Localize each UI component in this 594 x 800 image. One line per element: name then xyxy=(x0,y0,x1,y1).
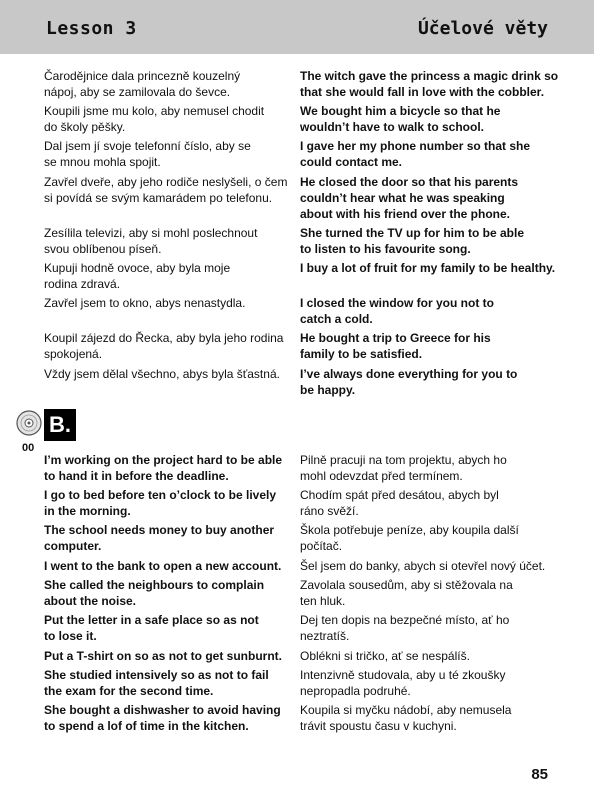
czech-sentence: Oblékni si tričko, ať se nespálíš. xyxy=(300,649,470,663)
audio-track-number: 00 xyxy=(22,442,35,454)
section-b-label: B. xyxy=(44,409,76,441)
english-sentence: I buy a lot of fruit for my family to be healthy. xyxy=(300,261,556,275)
czech-sentence: Zavolala sousedům, aby si stěžovala na ten hluk. xyxy=(300,578,513,608)
english-sentence: She studied intensively so as not to fail the exam for the second time. xyxy=(44,668,269,698)
english-sentence: He closed the door so that his parents couldn’t hear what he was speaking about with his friend over the phone. xyxy=(300,175,519,221)
czech-sentence: Čarodějnice dala princezně kouzelný nápoj, aby se zamilovala do ševce. xyxy=(44,69,241,99)
english-sentence: Put the letter in a safe place so as not to lose it. xyxy=(44,613,259,643)
czech-sentence: Koupili jsme mu kolo, aby nemusel chodit do školy pěšky. xyxy=(44,104,265,134)
english-sentence: Put a T-shirt on so as not to get sunburnt. xyxy=(44,649,282,663)
topic-title: Účelové věty xyxy=(417,18,548,39)
page-number: 85 xyxy=(531,766,548,783)
english-sentence: I’m working on the project hard to be able to hand it in before the deadline. xyxy=(44,453,283,483)
czech-sentence: Zavřel dveře, aby jeho rodiče neslyšeli, o čem si povídá se svým kamarádem po telefonu. xyxy=(44,175,288,205)
english-sentence: We bought him a bicycle so that he wouldn’t have to walk to school. xyxy=(300,104,501,134)
english-sentence: I closed the window for you not to catch a cold. xyxy=(300,296,494,326)
english-sentence: I’ve always done everything for you to be happy. xyxy=(300,367,518,397)
czech-sentence: Zesílila televizi, aby si mohl poslechnout svou oblíbenou píseň. xyxy=(44,226,258,256)
czech-sentence: Škola potřebuje peníze, aby koupila další počítač. xyxy=(300,523,519,553)
english-sentence: The witch gave the princess a magic drink so that she would fall in love with the cobbler. xyxy=(300,69,559,99)
english-sentence: She called the neighbours to complain about the noise. xyxy=(44,578,265,608)
czech-sentence: Šel jsem do banky, abych si otevřel nový účet. xyxy=(300,559,546,573)
czech-sentence: Vždy jsem dělal všechno, abys byla šťastná. xyxy=(44,367,280,381)
czech-sentence: Koupil zájezd do Řecka, aby byla jeho rodina spokojená. xyxy=(44,331,284,361)
lesson-title: Lesson 3 xyxy=(46,18,137,39)
czech-sentence: Dal jsem jí svoje telefonní číslo, aby se se mnou mohla spojit. xyxy=(44,139,251,169)
page-header xyxy=(0,0,594,54)
english-sentence: She bought a dishwasher to avoid having to spend a lof of time in the kitchen. xyxy=(44,703,281,733)
english-sentence: He bought a trip to Greece for his family to be satisfied. xyxy=(300,331,491,361)
czech-sentence: Koupila si myčku nádobí, aby nemusela trávit spoustu času v kuchyni. xyxy=(300,703,512,733)
english-sentence: The school needs money to buy another computer. xyxy=(44,523,275,553)
czech-sentence: Pilně pracuji na tom projektu, abych ho mohl odevzdat před termínem. xyxy=(300,453,507,483)
section-b-marker xyxy=(14,406,84,458)
english-sentence: I went to the bank to open a new account. xyxy=(44,559,282,573)
czech-sentence: Dej ten dopis na bezpečné místo, ať ho neztratíš. xyxy=(300,613,510,643)
czech-sentence: Zavřel jsem to okno, abys nenastydla. xyxy=(44,296,246,310)
czech-sentence: Chodím spát před desátou, abych byl ráno svěží. xyxy=(300,488,499,518)
english-sentence: I go to bed before ten o’clock to be lively in the morning. xyxy=(44,488,277,518)
czech-sentence: Kupuji hodně ovoce, aby byla moje rodina zdravá. xyxy=(44,261,231,291)
english-sentence: I gave her my phone number so that she could contact me. xyxy=(300,139,531,169)
english-sentence: She turned the TV up for him to be able to listen to his favourite song. xyxy=(300,226,525,256)
czech-sentence: Intenzivně studovala, aby u té zkoušky nepropadla podruhé. xyxy=(300,668,506,698)
cd-icon[interactable] xyxy=(16,410,42,436)
